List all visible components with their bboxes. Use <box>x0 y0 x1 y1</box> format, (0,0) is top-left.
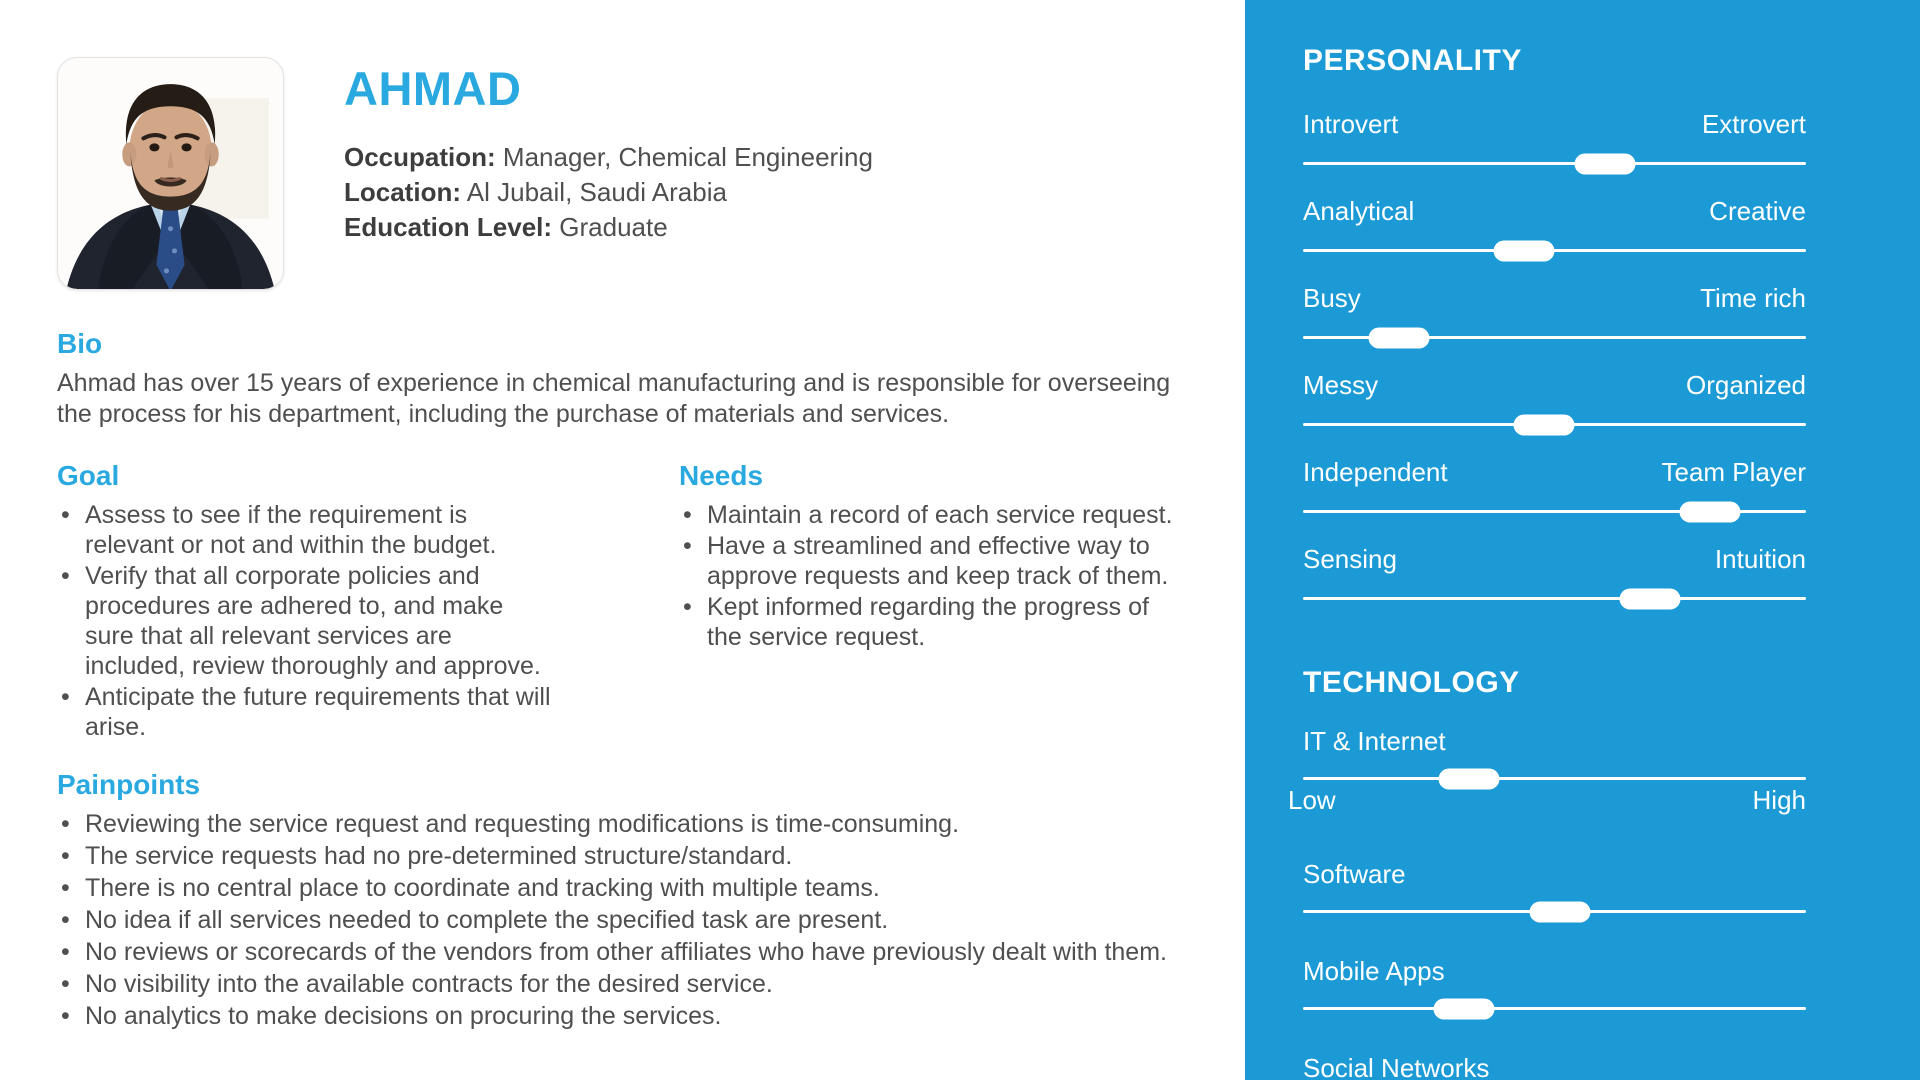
slider-left-label: Introvert <box>1303 109 1399 139</box>
slider-labels <box>1303 109 1806 140</box>
profile-field-value: Al Jubail, Saudi Arabia <box>466 177 727 207</box>
needs-item: • Have a streamlined and effective way to approve requests and keep track of them. <box>679 531 1189 591</box>
profile-field-label: Location: <box>344 177 461 207</box>
slider-labels <box>1303 1053 1806 1080</box>
slider-labels <box>1303 283 1806 314</box>
profile-header <box>57 57 1245 290</box>
slider-handle[interactable] <box>1514 414 1575 435</box>
slider-left-label: Busy <box>1303 283 1361 313</box>
slider-label: Social Networks <box>1303 1053 1490 1080</box>
needs-list <box>679 500 1189 652</box>
profile-field <box>344 210 873 245</box>
slider-labels <box>1303 457 1806 488</box>
slider-labels <box>1303 956 1806 987</box>
slider-right-label: Intuition <box>1714 544 1806 574</box>
painpoint-item: • No analytics to make decisions on procuring the services. <box>57 1001 1242 1032</box>
profile-field-value: Graduate <box>559 212 668 242</box>
profile-fields <box>344 140 873 245</box>
goal-section <box>57 460 557 743</box>
personality-slider-row <box>1303 109 1806 165</box>
goal-needs-row <box>57 460 1245 743</box>
technology-heading: TECHNOLOGY <box>1303 666 1520 699</box>
slider-track[interactable] <box>1303 1007 1806 1010</box>
persona-name: AHMAD <box>344 62 522 115</box>
painpoints-heading: Painpoints <box>57 769 201 800</box>
painpoint-item: • There is no central place to coordinate and tracking with multiple teams. <box>57 873 1242 904</box>
personality-slider-row <box>1303 196 1806 252</box>
bio-heading: Bio <box>57 328 103 359</box>
profile-field-value: Manager, Chemical Engineering <box>502 142 873 172</box>
goal-item: • Verify that all corporate policies and procedures are adhered to, and make sure that all relevant services are included, review thoroughly and approve. <box>57 561 557 681</box>
slider-handle[interactable] <box>1433 998 1494 1019</box>
slider-track[interactable] <box>1303 777 1806 780</box>
slider-handle[interactable] <box>1529 901 1590 922</box>
goal-list <box>57 500 557 742</box>
scale-low-label: Low <box>1288 785 1336 815</box>
slider-track[interactable] <box>1303 597 1806 600</box>
needs-heading: Needs <box>679 460 764 491</box>
slider-handle[interactable] <box>1574 153 1635 174</box>
slider-right-label: Extrovert <box>1701 109 1806 139</box>
painpoint-item: • No idea if all services needed to complete the specified task are present. <box>57 905 1242 936</box>
painpoints-list <box>57 809 1242 1032</box>
slider-label: Mobile Apps <box>1303 956 1445 986</box>
profile-field-label: Occupation: <box>344 142 496 172</box>
slider-right-label: Team Player <box>1661 457 1806 487</box>
personality-slider-row <box>1303 544 1806 600</box>
goal-heading: Goal <box>57 460 120 491</box>
profile-field-label: Education Level: <box>344 212 553 242</box>
slider-left-label: Analytical <box>1303 196 1415 226</box>
traits-panel <box>1245 0 1920 1080</box>
technology-sliders <box>1288 726 1806 1080</box>
slider-labels <box>1303 726 1806 757</box>
technology-slider-row <box>1303 1053 1806 1080</box>
slider-handle[interactable] <box>1680 501 1741 522</box>
technology-slider-row <box>1288 726 1806 816</box>
slider-right-label: Time rich <box>1700 283 1806 313</box>
slider-label: IT & Internet <box>1303 726 1446 756</box>
slider-left-label: Messy <box>1303 370 1379 400</box>
slider-scale-labels <box>1288 785 1806 816</box>
technology-slider-row <box>1303 859 1806 913</box>
slider-label: Software <box>1303 859 1406 889</box>
painpoint-item: • Reviewing the service request and requesting modifications is time-consuming. <box>57 809 1242 840</box>
slider-track[interactable] <box>1303 249 1806 252</box>
needs-item: • Maintain a record of each service request. <box>679 500 1189 530</box>
slider-track[interactable] <box>1303 336 1806 339</box>
painpoint-item: • The service requests had no pre-determined structure/standard. <box>57 841 1242 872</box>
bio-text: Ahmad has over 15 years of experience in chemical manufacturing and is responsible for overseeing the process for his department, including the purchase of materials and services. <box>57 369 1171 428</box>
slider-track[interactable] <box>1303 910 1806 913</box>
slider-handle[interactable] <box>1368 327 1429 348</box>
slider-right-label: Organized <box>1686 370 1806 400</box>
profile-photo <box>57 57 284 290</box>
needs-section <box>679 460 1189 743</box>
personality-slider-row <box>1303 457 1806 513</box>
profile-photo-illustration <box>58 58 283 289</box>
slider-labels <box>1303 859 1806 890</box>
personality-sliders <box>1303 109 1806 600</box>
profile-field <box>344 140 873 175</box>
goal-item: • Anticipate the future requirements that will arise. <box>57 682 557 742</box>
painpoint-item: • No visibility into the available contracts for the desired service. <box>57 969 1242 1000</box>
slider-left-label: Independent <box>1303 457 1448 487</box>
slider-right-label: Creative <box>1709 196 1806 226</box>
slider-left-label: Sensing <box>1303 544 1397 574</box>
personality-heading: PERSONALITY <box>1303 44 1522 77</box>
slider-track[interactable] <box>1303 510 1806 513</box>
profile-field <box>344 175 873 210</box>
slider-handle[interactable] <box>1620 588 1681 609</box>
slider-labels <box>1303 370 1806 401</box>
slider-handle[interactable] <box>1494 240 1555 261</box>
painpoints-section <box>57 769 1242 1032</box>
slider-labels <box>1303 196 1806 227</box>
scale-high-label: High <box>1752 785 1806 815</box>
needs-item: • Kept informed regarding the progress of the service request. <box>679 592 1189 652</box>
profile-summary <box>344 57 873 290</box>
painpoint-item: • No reviews or scorecards of the vendors from other affiliates who have previously dealt with them. <box>57 937 1242 968</box>
goal-item: • Assess to see if the requirement is relevant or not and within the budget. <box>57 500 557 560</box>
bio-section <box>57 328 1245 430</box>
slider-labels <box>1303 544 1806 575</box>
personality-slider-row <box>1303 283 1806 339</box>
personality-slider-row <box>1303 370 1806 426</box>
technology-slider-row <box>1303 956 1806 1010</box>
slider-track[interactable] <box>1303 423 1806 426</box>
slider-track[interactable] <box>1303 162 1806 165</box>
slider-handle[interactable] <box>1438 768 1499 789</box>
